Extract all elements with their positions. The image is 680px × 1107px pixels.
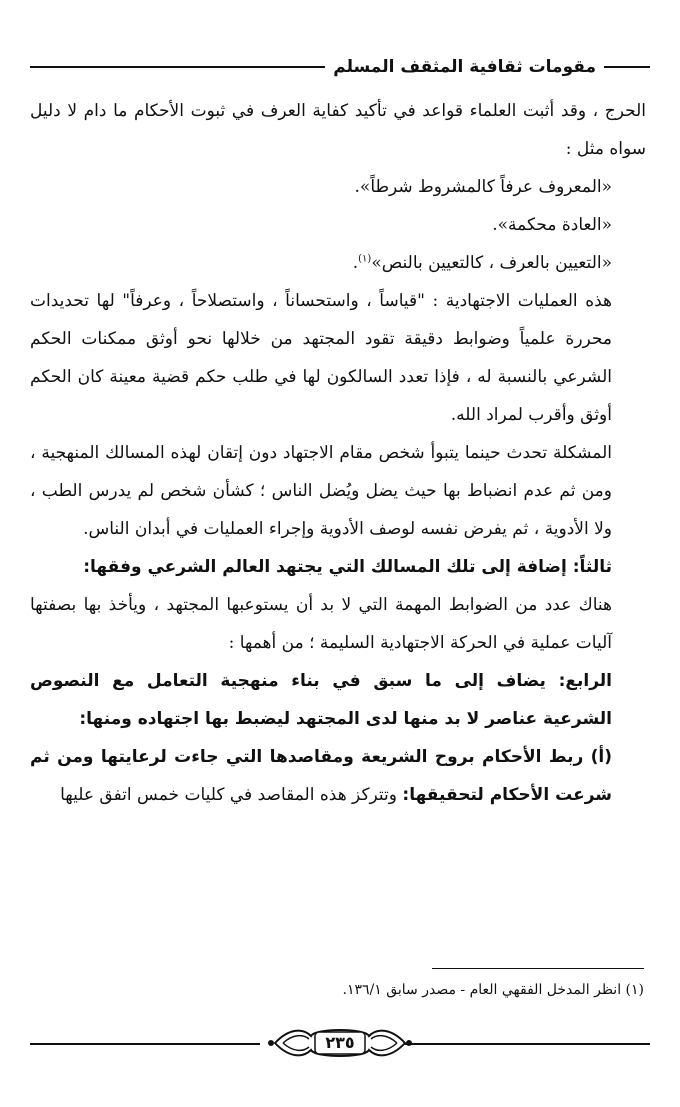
paragraph-4: هناك عدد من الضوابط المهمة التي لا بد أن يستوعبها المجتهد ، ويأخذ بها بصفتها آليات عملية في الحركة الاجتهادية السليمة ؛ من أهمها : xyxy=(30,595,612,653)
paragraph-5-lead: (أ) ربط الأحكام بروح الشريعة ومقاصدها التي جاءت لرعايتها ومن ثم شرعت الأحكام لتحقيقها: xyxy=(30,747,612,805)
footer-rule-right xyxy=(405,1043,650,1045)
heading-fourth: الرابع: يضاف إلى ما سبق في بناء منهجية التعامل مع النصوص الشرعية عناصر لا بد منها لدى المجتهد ليضبط بها اجتهاده ومنها: xyxy=(30,671,612,729)
footnote-ref[interactable]: (١) xyxy=(358,253,372,265)
page-number: ٢٣٥ xyxy=(325,1033,355,1052)
page-footer xyxy=(30,1024,650,1064)
paragraph-5-rest: وتتركز هذه المقاصد في كليات خمس اتفق عليها xyxy=(60,785,403,805)
header-rule-short xyxy=(604,66,650,68)
maxim-2: «العادة محكمة». xyxy=(492,215,612,235)
page-body xyxy=(30,92,646,814)
header-title: مقومات ثقافية المثقف المسلم xyxy=(333,57,596,77)
footnote-separator xyxy=(432,968,644,969)
footnote: (١) انظر المدخل الفقهي العام - مصدر سابق ١٣٦/١. xyxy=(342,982,644,998)
running-header xyxy=(30,52,650,82)
maxim-1: «المعروف عرفاً كالمشروط شرطاً». xyxy=(354,177,612,197)
paragraph-1: الحرج ، وقد أثبت العلماء قواعد في تأكيد كفاية العرف في ثبوت الأحكام ما دام لا دليل سواه مثل : xyxy=(30,101,646,159)
heading-third: ثالثاً: إضافة إلى تلك المسالك التي يجتهد العالم الشرعي وفقها: xyxy=(83,557,612,577)
paragraph-2: هذه العمليات الاجتهادية : "قياساً ، واستحساناً ، واستصلاحاً ، وعرفاً" لها تحديدات محررة علمياً وضوابط دقيقة تقود المجتهد من خلالها نحو أوثق ممكنات الحكم الشرعي بالنسبة له ، فإذا تعدد السالكون لها في طلب حكم قضية معينة كان الحكم أوثق وأقرب لمراد الله. xyxy=(30,291,612,425)
maxim-3-text: «التعيين بالعرف ، كالتعيين بالنص» xyxy=(371,253,612,273)
maxim-3 xyxy=(30,244,646,282)
footer-rule-left xyxy=(30,1043,260,1045)
paragraph-5 xyxy=(30,738,646,814)
header-rule-long xyxy=(30,66,325,68)
maxim-3-end: . xyxy=(352,253,359,273)
paragraph-3: المشكلة تحدث حينما يتبوأ شخص مقام الاجتهاد دون إتقان لهذه المسالك المنهجية ، ومن ثم عدم انضباط بها حيث يضل ويُضل الناس ؛ كشأن شخص لم يدرس الطب ، ولا الأدوية ، ثم يفرض نفسه لوصف الأدوية وإجراء العمليات في أبدان الناس. xyxy=(30,443,612,539)
